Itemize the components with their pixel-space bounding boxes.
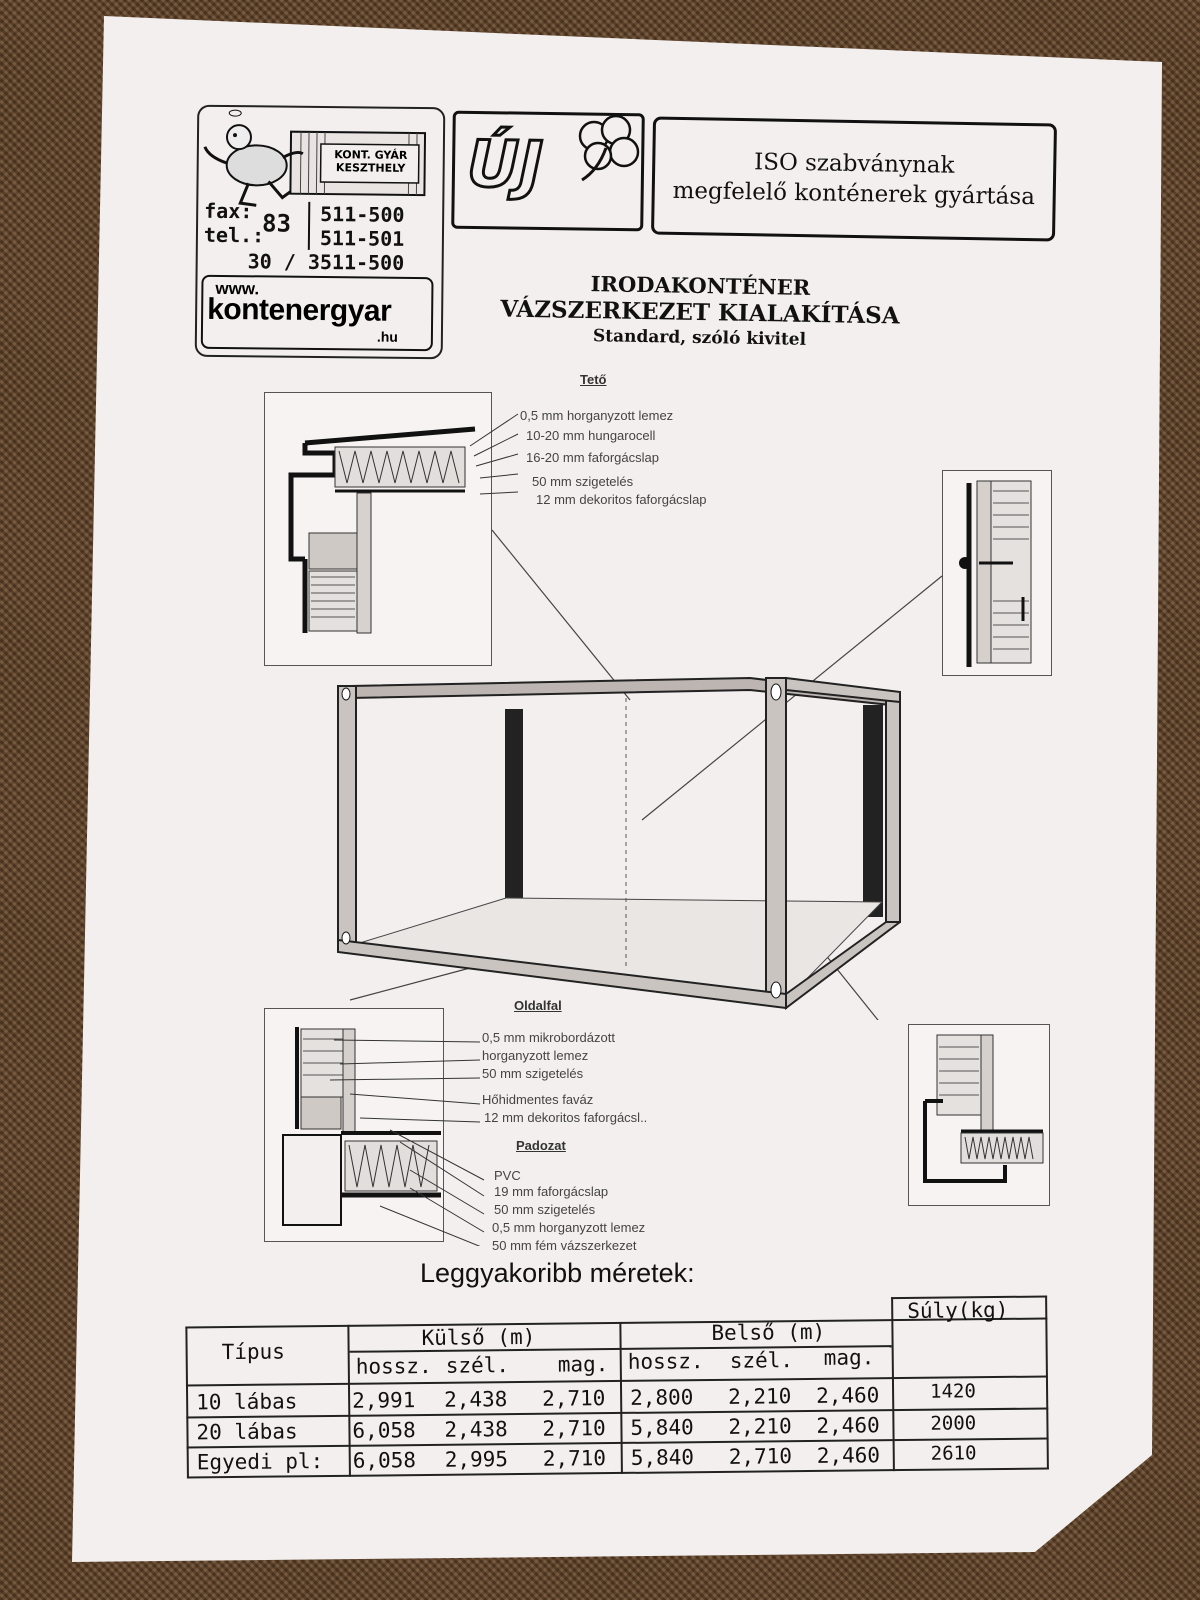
wall-label-3: 50 mm szigetelés [482,1066,584,1081]
website-tld: .hu [376,328,398,345]
table-col-sep-2 [619,1322,623,1474]
iso-line-2: megfelelő konténerek gyártása [672,177,1036,211]
row-3-belso-mag: 2,460 [816,1443,881,1468]
heading-line-1: IRODAKONTÉNER [590,271,811,300]
wall-label-1: 0,5 mm mikrobordázott [482,1030,615,1045]
row-2-belso-mag: 2,460 [816,1413,880,1438]
sign-line-2: KESZTHELY [335,161,406,175]
header-suly: Súly(kg) [907,1297,1009,1323]
fax-number: 511-500 [320,202,405,227]
container-sign [323,148,419,175]
row-3-suly: 2610 [930,1442,977,1465]
tel-label: tel.: [203,222,265,248]
contact-divider [308,202,311,250]
row-3-tipus: Egyedi pl: [196,1449,324,1475]
floor-corner-detail-drawing [908,1024,1050,1206]
row-1-kulso-szel: 2,438 [444,1387,508,1412]
row-2-kulso-hossz: 6,058 [352,1418,416,1443]
subheader-belso-mag: mag. [823,1345,875,1370]
roof-label-2: 10-20 mm hungarocell [526,428,656,443]
row-2-kulso-szel: 2,438 [444,1417,508,1442]
roof-leader-lines [450,408,520,504]
area-code: 83 [261,209,292,238]
row-2-belso-szel: 2,210 [728,1414,792,1439]
website-box [201,275,434,351]
iso-line-1: ISO szabványnak [753,149,955,179]
website-www: www. [215,278,260,299]
roof-label-4: 50 mm szigetelés [532,474,634,489]
clover-icon [568,114,650,184]
heading-line-3: Standard, szóló kivitel [592,326,807,350]
fax-label: fax: [204,198,253,224]
row-3-kulso-mag: 2,710 [542,1446,607,1471]
row-1-suly: 1420 [929,1380,976,1403]
website-domain: kontenergyar [207,292,392,328]
floor-label-4: 0,5 mm horganyzott lemez [492,1220,646,1235]
iso-badge-box [651,116,1057,241]
row-1-kulso-hossz: 2,991 [352,1388,416,1413]
subheader-kulso-szel: szél. [445,1353,510,1378]
table-col-sep-3 [891,1297,895,1471]
new-badge-text: ÚJ [466,127,544,203]
subheader-kulso-mag: mag. [557,1352,609,1377]
row-3-belso-szel: 2,710 [728,1444,793,1469]
page-heading [479,268,920,354]
joint-detail-drawing [942,470,1052,676]
table-title: Leggyakoribb méretek: [420,1258,695,1288]
company-logo-box [195,105,446,360]
row-1-tipus: 10 lábas [196,1389,298,1415]
subheader-belso-hossz: hossz. [627,1349,704,1374]
floor-label-2: 19 mm faforgácslap [494,1184,609,1199]
mobile-number: 30 / 3511-500 [247,249,405,275]
row-1-belso-mag: 2,460 [815,1383,880,1408]
header-tipus: Típus [221,1339,285,1365]
subheader-belso-szel: szél. [729,1348,794,1373]
table-line-row1 [186,1407,1048,1418]
table-col-sep-1 [347,1325,351,1477]
wall-label-2: horganyzott lemez [482,1048,589,1063]
wall-title: Oldalfal [514,998,562,1013]
table-line-header [186,1375,1048,1386]
tel-number: 511-501 [319,226,405,251]
heading-line-2: VÁZSZERKEZET KIALAKÍTÁSA [500,295,900,330]
roof-label-3: 16-20 mm faforgácslap [526,450,659,465]
roof-label-1: 0,5 mm horganyzott lemez [520,408,674,423]
row-2-kulso-mag: 2,710 [542,1416,606,1441]
dimensions-table [185,1295,1049,1474]
floor-title: Padozat [516,1138,566,1153]
wall-label-5: 12 mm dekoritos faforgácsl.. [484,1110,648,1125]
floor-label-3: 50 mm szigetelés [494,1202,596,1217]
row-3-kulso-hossz: 6,058 [352,1448,417,1473]
header-belso: Belső (m) [711,1319,826,1346]
roof-title: Tető [580,372,607,387]
row-3-kulso-szel: 2,995 [444,1447,509,1472]
sign-line-1: KONT. GYÁR [334,148,408,162]
row-2-suly: 2000 [930,1412,977,1435]
table-border-left [185,1326,189,1478]
subheader-kulso-hossz: hossz. [355,1353,432,1379]
row-1-belso-szel: 2,210 [728,1384,792,1409]
floor-label-1: PVC [494,1168,521,1183]
row-2-tipus: 20 lábas [196,1419,298,1445]
floor-label-5: 50 mm fém vázszerkezet [492,1238,637,1253]
roof-label-5: 12 mm dekoritos faforgácslap [536,492,707,507]
row-3-belso-hossz: 5,840 [630,1445,695,1470]
container-frame-drawing [330,520,950,1020]
wall-label-4: Hőhidmentes faváz [482,1092,594,1107]
row-1-belso-hossz: 2,800 [630,1385,694,1410]
row-2-belso-hossz: 5,840 [630,1415,694,1440]
row-1-kulso-mag: 2,710 [542,1386,606,1411]
table-line-row2 [187,1437,1049,1448]
header-kulso: Külső (m) [421,1324,536,1351]
